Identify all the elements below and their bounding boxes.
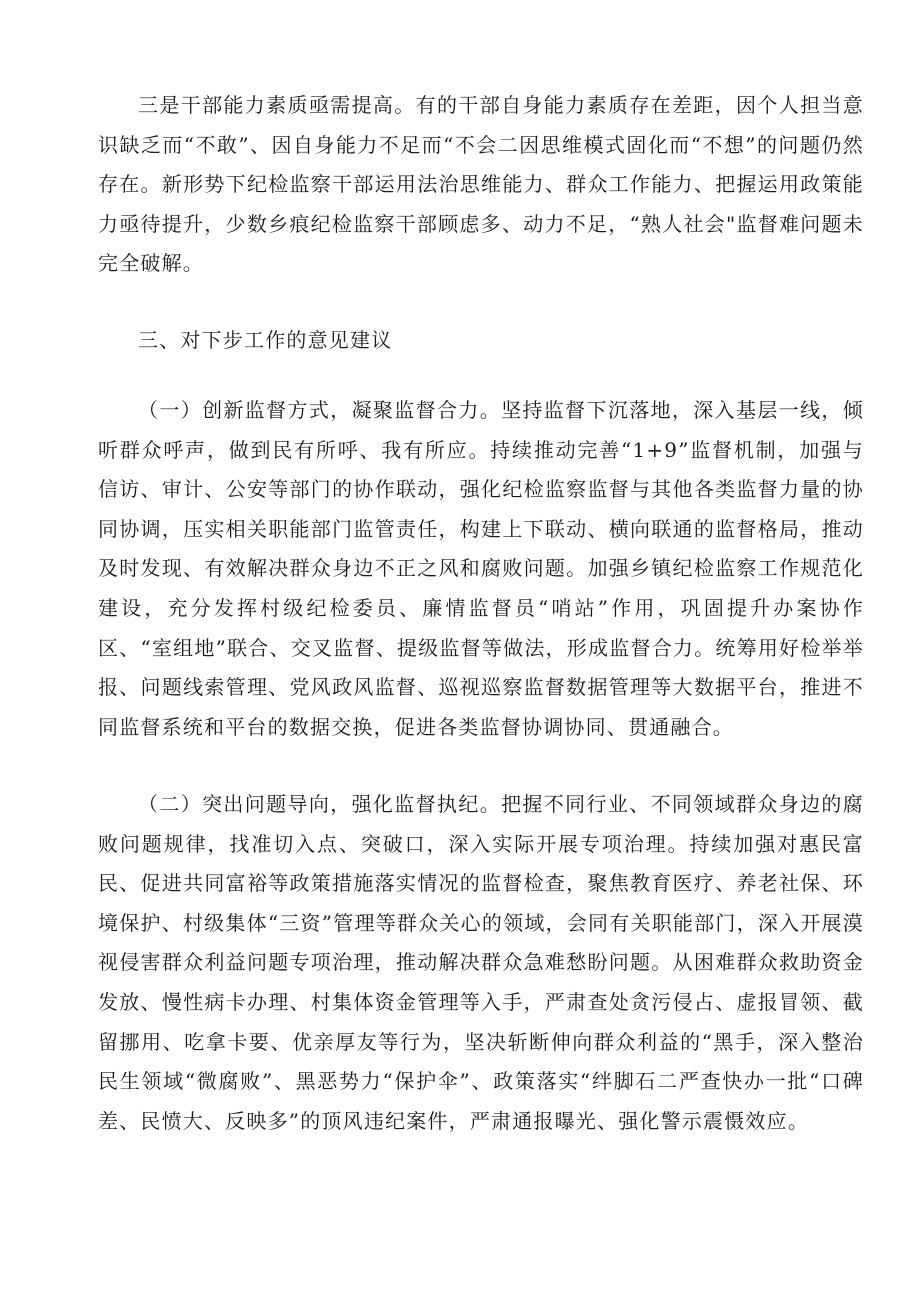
- section-heading-suggestions: 三、对下步工作的意见建议: [138, 328, 393, 352]
- paragraph-problem-oriented: （二）突出问题导向，强化监督执纪。把握不同行业、不同领域群众身边的腐败问题规律，找准切入点、突破口，深入实际开展专项治理。持续加强对惠民富民、促进共同富裕等政策措施落实情况的监督检查，聚焦教育医疗、养老社保、环境保护、村级集体“三资”管理等群众关心的领域，会同有关职能部门，深入开展漠视侵害群众利益问题专项治理，推动解决群众急难愁盼问题。从困难群众救助资金发放、慢性病卡办理、村集体资金管理等入手，严肃查处贪污侵占、虚报冒领、截留挪用、吃拿卡要、优亲厚友等行为，坚决斩断伸向群众利益的“黑手，深入整治民生领域“微腐败”、黑恶势力“保护伞”、政策落实“绊脚石二严查快办一批“口碑差、民愤大、反映多”的顶风违纪案件，严肃通报曝光、强化警示震慑效应。: [98, 792, 864, 1133]
- paragraph-cadre-capacity: 三是干部能力素质亟需提高。有的干部自身能力素质存在差距，因个人担当意识缺乏而“不敢”、因自身能力不足而“不会二因思维模式固化而“不想”的问题仍然存在。新形势下纪检监察干部运用法治思维能力、群众工作能力、把握运用政策能力亟待提升，少数乡痕纪检监察干部顾虑多、动力不足，“熟人社会"监督难问题未完全破解。: [98, 93, 864, 276]
- paragraph-innovate-supervision: （一）创新监督方式，凝聚监督合力。坚持监督下沉落地，深入基层一线，倾听群众呼声，做到民有所呼、我有所应。持续推动完善“1+9”监督机制，加强与信访、审计、公安等部门的协作联动，强化纪检监察监督与其他各类监督力量的协同协调，压实相关职能部门监管责任，构建上下联动、横向联通的监督格局，推动及时发现、有效解决群众身边不正之风和腐败问题。加强乡镇纪检监察工作规范化建设，充分发挥村级纪检委员、廉情监督员“哨站”作用，巩固提升办案协作区、“室组地”联合、交叉监督、提级监督等做法，形成监督合力。统筹用好检举举报、问题线索管理、党风政风监督、巡视巡察监督数据管理等大数据平台，推进不同监督系统和平台的数据交换，促进各类监督协调协同、贯通融合。: [98, 398, 864, 739]
